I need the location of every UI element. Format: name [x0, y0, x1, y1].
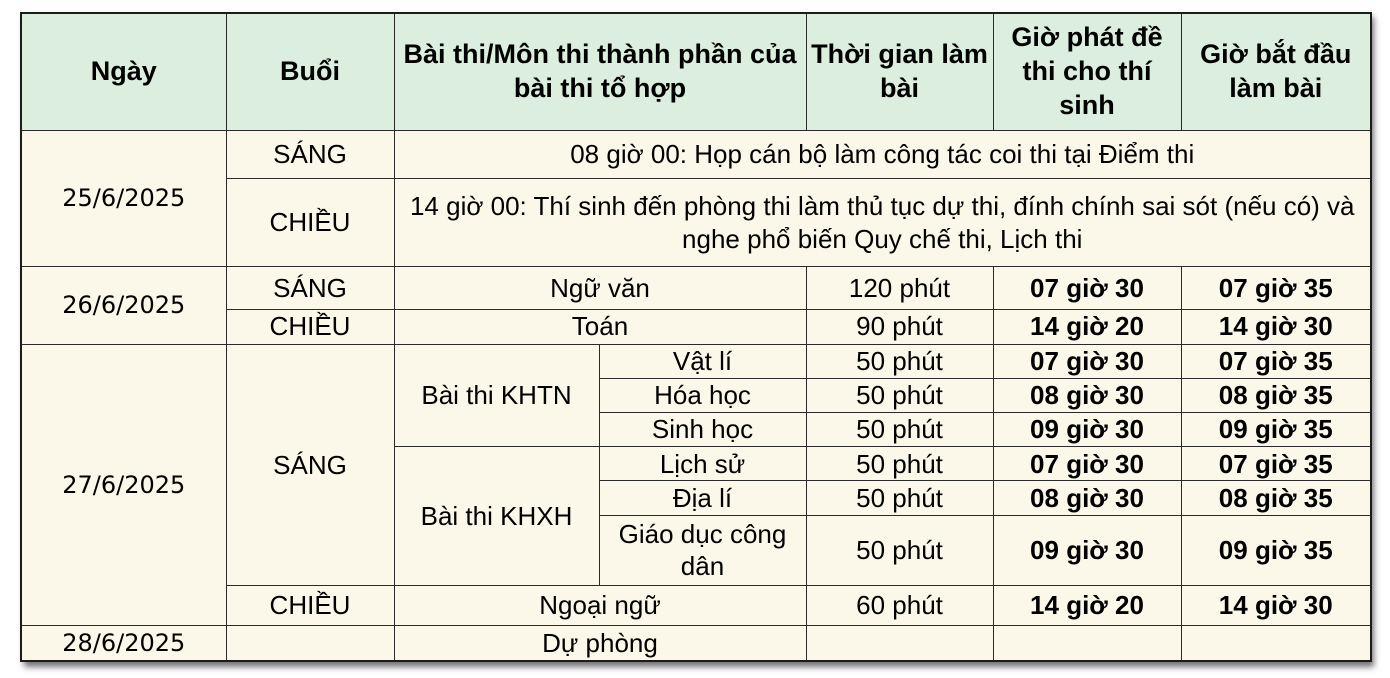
hand-out-time-cell: 09 giờ 30 — [993, 515, 1181, 585]
duration-cell: 50 phút — [806, 515, 993, 585]
table-row — [21, 626, 1371, 661]
subject-cell: Vật lí — [599, 344, 806, 378]
header-date: Ngày — [21, 13, 226, 130]
date-cell: 28/6/2025 — [21, 626, 226, 661]
session-cell: SÁNG — [226, 130, 394, 178]
start-time-cell: 14 giờ 30 — [1181, 309, 1371, 344]
subject-cell: Toán — [394, 309, 806, 344]
header-session: Buổi — [226, 13, 394, 130]
hand-out-time-cell — [993, 626, 1181, 661]
subject-cell: Dự phòng — [394, 626, 806, 661]
session-cell: SÁNG — [226, 267, 394, 309]
note-cell: 14 giờ 00: Thí sinh đến phòng thi làm thủ tục dự thi, đính chính sai sót (nếu có) và nghe phổ biến Quy chế thi, Lịch thi — [394, 178, 1371, 267]
hand-out-time-cell: 07 giờ 30 — [993, 267, 1181, 309]
subject-cell: Ngữ văn — [394, 267, 806, 309]
group-cell: Bài thi KHXH — [394, 447, 599, 586]
date-cell: 26/6/2025 — [21, 267, 226, 344]
session-cell: CHIỀU — [226, 586, 394, 626]
session-cell — [226, 626, 394, 661]
date-cell: 25/6/2025 — [21, 130, 226, 267]
table-row — [21, 344, 1371, 378]
duration-cell: 50 phút — [806, 481, 993, 515]
session-cell: SÁNG — [226, 344, 394, 585]
subject-cell: Giáo dục công dân — [599, 515, 806, 585]
subject-cell: Địa lí — [599, 481, 806, 515]
start-time-cell: 07 giờ 35 — [1181, 267, 1371, 309]
start-time-cell: 07 giờ 35 — [1181, 344, 1371, 378]
exam-schedule-table — [20, 12, 1372, 662]
hand-out-time-cell: 08 giờ 30 — [993, 481, 1181, 515]
start-time-cell: 08 giờ 35 — [1181, 481, 1371, 515]
hand-out-time-cell: 07 giờ 30 — [993, 447, 1181, 481]
header-start-time: Giờ bắt đầu làm bài — [1181, 13, 1371, 130]
table-row — [21, 267, 1371, 309]
header-hand-out-time: Giờ phát đề thi cho thí sinh — [993, 13, 1181, 130]
header-row — [21, 13, 1371, 130]
hand-out-time-cell: 08 giờ 30 — [993, 378, 1181, 412]
duration-cell: 50 phút — [806, 413, 993, 447]
table-row — [21, 130, 1371, 178]
hand-out-time-cell: 14 giờ 20 — [993, 586, 1181, 626]
hand-out-time-cell: 14 giờ 20 — [993, 309, 1181, 344]
start-time-cell: 07 giờ 35 — [1181, 447, 1371, 481]
start-time-cell: 14 giờ 30 — [1181, 586, 1371, 626]
duration-cell: 50 phút — [806, 344, 993, 378]
header-subject: Bài thi/Môn thi thành phần của bài thi tổ hợp — [394, 13, 806, 130]
duration-cell: 50 phút — [806, 378, 993, 412]
subject-cell: Ngoại ngữ — [394, 586, 806, 626]
duration-cell: 90 phút — [806, 309, 993, 344]
duration-cell: 120 phút — [806, 267, 993, 309]
start-time-cell: 09 giờ 35 — [1181, 413, 1371, 447]
start-time-cell — [1181, 626, 1371, 661]
hand-out-time-cell: 07 giờ 30 — [993, 344, 1181, 378]
header-duration: Thời gian làm bài — [806, 13, 993, 130]
date-cell: 27/6/2025 — [21, 344, 226, 626]
start-time-cell: 08 giờ 35 — [1181, 378, 1371, 412]
subject-cell: Sinh học — [599, 413, 806, 447]
duration-cell — [806, 626, 993, 661]
hand-out-time-cell: 09 giờ 30 — [993, 413, 1181, 447]
duration-cell: 50 phút — [806, 447, 993, 481]
note-cell: 08 giờ 00: Họp cán bộ làm công tác coi thi tại Điểm thi — [394, 130, 1371, 178]
session-cell: CHIỀU — [226, 178, 394, 267]
session-cell: CHIỀU — [226, 309, 394, 344]
duration-cell: 60 phút — [806, 586, 993, 626]
exam-schedule-frame — [20, 12, 1370, 662]
start-time-cell: 09 giờ 35 — [1181, 515, 1371, 585]
subject-cell: Hóa học — [599, 378, 806, 412]
group-cell: Bài thi KHTN — [394, 344, 599, 447]
subject-cell: Lịch sử — [599, 447, 806, 481]
